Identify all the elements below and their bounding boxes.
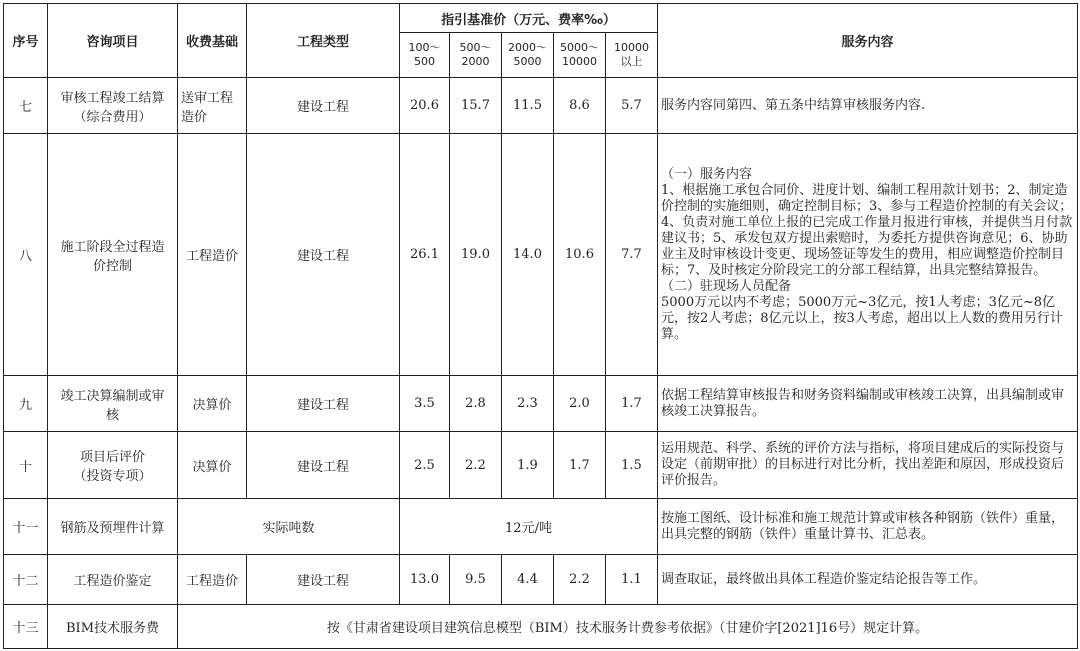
row-value: 7.7 xyxy=(606,134,658,376)
header-range-2: 500～ 2000 xyxy=(450,33,502,78)
row-value: 19.0 xyxy=(450,134,502,376)
row-basis: 工程造价 xyxy=(178,555,247,605)
row-seq: 九 xyxy=(4,376,48,432)
row-value: 13.0 xyxy=(400,555,450,605)
fee-table xyxy=(3,3,1078,649)
row-value: 2.3 xyxy=(502,376,554,432)
table-row xyxy=(4,605,1078,649)
row-value: 14.0 xyxy=(502,134,554,376)
row-type: 建设工程 xyxy=(247,376,400,432)
row-value: 2.5 xyxy=(400,432,450,499)
row-type: 建设工程 xyxy=(247,134,400,376)
row-seq: 十一 xyxy=(4,499,48,555)
header-service: 服务内容 xyxy=(658,4,1078,78)
header-range-1: 100～ 500 xyxy=(400,33,450,78)
row-seq: 十二 xyxy=(4,555,48,605)
row-basis-merged: 实际吨数 xyxy=(178,499,400,555)
row-value: 2.0 xyxy=(554,376,606,432)
table-row xyxy=(4,134,1078,376)
row-value: 20.6 xyxy=(400,78,450,134)
row-value: 8.6 xyxy=(554,78,606,134)
row-item: 钢筋及预埋件计算 xyxy=(48,499,178,555)
header-seq: 序号 xyxy=(4,4,48,78)
table-row xyxy=(4,432,1078,499)
row-value: 1.5 xyxy=(606,432,658,499)
row-item: 审核工程竣工结算 （综合费用） xyxy=(48,78,178,134)
row-service: （一）服务内容 1、根据施工承包合同价、进度计划、编制工程用款计划书；2、制定造价控制的实施细则，确定控制目标；3、参与工程造价控制的有关会议；4、负责对施工单位上报的已完成工作量月报进行审核，并提供当月付款建议书；5、承发包双方提出索赔时，为委托方提供咨询意见；6、协助业主及时审核设计变更、现场签证等发生的费用，相应调整造价控制目标；7、及时核定分阶段完工的分部工程结算，出具完整结算报告。 （二）驻现场人员配备 5000万元以内不考虑；5000万元~3亿元，按1人考虑；3亿元~8亿元，按2人考虑；8亿元以上，按3人考虑，超出以上人数的费用另行计算。 xyxy=(658,134,1078,376)
row-value: 11.5 xyxy=(502,78,554,134)
header-range-3: 2000～ 5000 xyxy=(502,33,554,78)
header-item: 咨询项目 xyxy=(48,4,178,78)
row-value: 2.2 xyxy=(450,432,502,499)
row-type: 建设工程 xyxy=(247,78,400,134)
row-value: 15.7 xyxy=(450,78,502,134)
row-seq: 八 xyxy=(4,134,48,376)
row-value: 26.1 xyxy=(400,134,450,376)
row-seq: 七 xyxy=(4,78,48,134)
row-value: 4.4 xyxy=(502,555,554,605)
row-basis: 工程造价 xyxy=(178,134,247,376)
row-seq: 十三 xyxy=(4,605,48,649)
header-row-1 xyxy=(4,4,1078,33)
row-service: 调查取证，最终做出具体工程造价鉴定结论报告等工作。 xyxy=(658,555,1078,605)
row-value: 9.5 xyxy=(450,555,502,605)
table-row xyxy=(4,78,1078,134)
table-row xyxy=(4,376,1078,432)
row-value: 1.7 xyxy=(554,432,606,499)
row-basis: 送审工程 造价 xyxy=(178,78,247,134)
header-range-4: 5000～ 10000 xyxy=(554,33,606,78)
row-basis: 决算价 xyxy=(178,432,247,499)
header-type: 工程类型 xyxy=(247,4,400,78)
row-service: 依据工程结算审核报告和财务资料编制或审核竣工决算，出具编制或审核竣工决算报告。 xyxy=(658,376,1078,432)
row-service: 按施工图纸、设计标准和施工规范计算或审核各种钢筋（铁件）重量，出具完整的钢筋（铁件）重量计算书、汇总表。 xyxy=(658,499,1078,555)
row-item: 项目后评价 （投资专项） xyxy=(48,432,178,499)
row-value: 2.2 xyxy=(554,555,606,605)
row-value: 1.9 xyxy=(502,432,554,499)
row-merged-note: 按《甘肃省建设项目建筑信息模型（BIM）技术服务计费参考依据》（甘建价字[2021]16号）规定计算。 xyxy=(178,605,1078,649)
row-value: 2.8 xyxy=(450,376,502,432)
header-range-5: 10000 以上 xyxy=(606,33,658,78)
row-value: 5.7 xyxy=(606,78,658,134)
row-value: 3.5 xyxy=(400,376,450,432)
row-value: 10.6 xyxy=(554,134,606,376)
row-type: 建设工程 xyxy=(247,432,400,499)
row-value: 1.7 xyxy=(606,376,658,432)
table-row xyxy=(4,555,1078,605)
row-item: BIM技术服务费 xyxy=(48,605,178,649)
row-basis: 决算价 xyxy=(178,376,247,432)
row-seq: 十 xyxy=(4,432,48,499)
table-row xyxy=(4,499,1078,555)
row-item: 工程造价鉴定 xyxy=(48,555,178,605)
row-item: 施工阶段全过程造 价控制 xyxy=(48,134,178,376)
row-service: 服务内容同第四、第五条中结算审核服务内容. xyxy=(658,78,1078,134)
row-price-merged: 12元/吨 xyxy=(400,499,658,555)
header-price-group: 指引基准价（万元、费率‰） xyxy=(400,4,658,33)
row-service: 运用规范、科学、系统的评价方法与指标，将项目建成后的实际投资与设定（前期审批）的目标进行对比分析，找出差距和原因，形成投资后评价报告。 xyxy=(658,432,1078,499)
header-basis: 收费基础 xyxy=(178,4,247,78)
row-item: 竣工决算编制或审 核 xyxy=(48,376,178,432)
row-type: 建设工程 xyxy=(247,555,400,605)
row-value: 1.1 xyxy=(606,555,658,605)
